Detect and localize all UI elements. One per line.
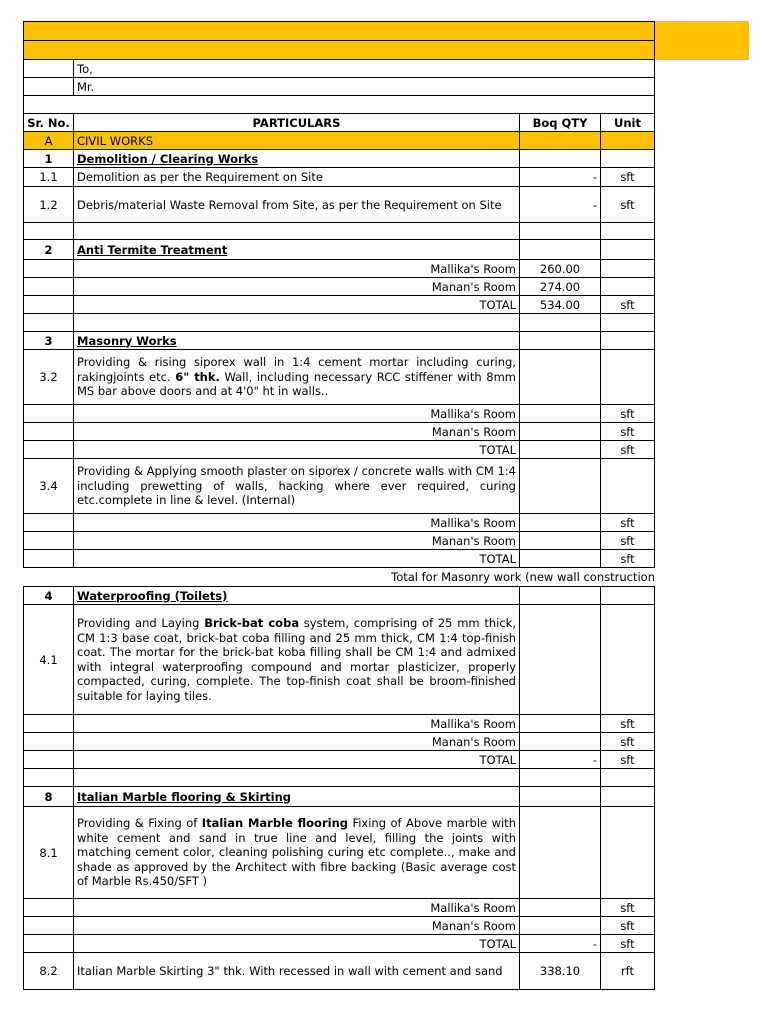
total-row bbox=[23, 441, 655, 459]
total-unit: sft bbox=[600, 550, 655, 567]
group-row-1 bbox=[23, 150, 655, 168]
room-label: Manan's Room bbox=[73, 278, 519, 295]
section-code: A bbox=[23, 132, 73, 149]
group-no: 4 bbox=[23, 587, 73, 604]
col-unit: Unit bbox=[600, 114, 655, 131]
blank-row bbox=[23, 314, 655, 332]
room-unit: sft bbox=[600, 899, 655, 916]
item-desc: Providing and Laying Brick-bat coba system, comprising of 25 mm thick, CM 1:3 base coat, brick-bat coba filling and 25 mm thick, CM 1:4 top-finish coat. The mortar for the brick-bat koba filling shall be CM 1:4 and admixed with integral waterproofing compound and mortar plasticizer, properly compacted, curing, complete. The top-finish coat shall be broom-finished suitable for laying tiles. bbox=[73, 605, 519, 714]
room-row bbox=[23, 733, 655, 751]
item-desc: Italian Marble Skirting 3" thk. With recessed in wall with cement and sand bbox=[73, 953, 519, 989]
room-row bbox=[23, 532, 655, 550]
item-desc: Providing & Applying smooth plaster on siporex / concrete walls with CM 1:4 including prewetting of walls, hacking where ever required, curing etc.complete in line & level. (Internal) bbox=[73, 459, 519, 513]
header-banner-extension bbox=[654, 21, 749, 60]
total-label: TOTAL bbox=[73, 296, 519, 313]
item-no: 8.2 bbox=[23, 953, 73, 989]
total-row bbox=[23, 296, 655, 314]
room-label: Mallika's Room bbox=[73, 899, 519, 916]
item-row-1-2 bbox=[23, 187, 655, 223]
group-title: Anti Termite Treatment bbox=[73, 240, 519, 259]
room-row bbox=[23, 278, 655, 296]
room-label: Mallika's Room bbox=[73, 514, 519, 531]
room-row bbox=[23, 899, 655, 917]
room-unit bbox=[600, 278, 655, 295]
room-label: Mallika's Room bbox=[73, 260, 519, 277]
group-title: Italian Marble flooring & Skirting bbox=[73, 787, 519, 806]
total-label: TOTAL bbox=[73, 550, 519, 567]
blank-row bbox=[23, 96, 655, 114]
item-no: 8.1 bbox=[23, 807, 73, 898]
room-unit: sft bbox=[600, 423, 655, 440]
total-unit: sft bbox=[600, 441, 655, 458]
masonry-total-row bbox=[23, 568, 655, 587]
group-no: 3 bbox=[23, 332, 73, 349]
room-row bbox=[23, 514, 655, 532]
total-unit: sft bbox=[600, 751, 655, 768]
item-unit: sft bbox=[600, 168, 655, 186]
group-title: Masonry Works bbox=[73, 332, 519, 349]
group-no: 1 bbox=[23, 150, 73, 167]
group-row-4 bbox=[23, 587, 655, 605]
room-row bbox=[23, 405, 655, 423]
group-title: Demolition / Clearing Works bbox=[73, 150, 519, 167]
header-banner-bottom bbox=[23, 41, 655, 60]
group-no: 8 bbox=[23, 787, 73, 806]
item-unit: rft bbox=[600, 953, 655, 989]
room-label: Manan's Room bbox=[73, 917, 519, 934]
total-row bbox=[23, 751, 655, 769]
total-qty: 534.00 bbox=[519, 296, 600, 313]
room-row bbox=[23, 715, 655, 733]
item-row-4-1 bbox=[23, 605, 655, 715]
item-row-8-2 bbox=[23, 953, 655, 990]
blank-row bbox=[23, 223, 655, 240]
room-label: Mallika's Room bbox=[73, 405, 519, 422]
room-unit: sft bbox=[600, 733, 655, 750]
item-no: 3.4 bbox=[23, 459, 73, 513]
room-label: Manan's Room bbox=[73, 423, 519, 440]
group-row-3 bbox=[23, 332, 655, 350]
room-unit: sft bbox=[600, 514, 655, 531]
room-row bbox=[23, 423, 655, 441]
mr-label: Mr. bbox=[73, 78, 655, 95]
group-row-2 bbox=[23, 240, 655, 260]
item-unit: sft bbox=[600, 187, 655, 222]
room-unit: sft bbox=[600, 405, 655, 422]
col-particulars: PARTICULARS bbox=[73, 114, 519, 131]
item-desc: Demolition as per the Requirement on Site bbox=[73, 168, 519, 186]
item-row-1-1 bbox=[23, 168, 655, 187]
item-no: 1.1 bbox=[23, 168, 73, 186]
room-label: Mallika's Room bbox=[73, 715, 519, 732]
total-label: TOTAL bbox=[73, 441, 519, 458]
to-row bbox=[23, 60, 655, 78]
to-label: To, bbox=[73, 60, 655, 77]
section-title: CIVIL WORKS bbox=[73, 132, 519, 149]
section-row bbox=[23, 132, 655, 150]
total-unit: sft bbox=[600, 296, 655, 313]
total-row bbox=[23, 550, 655, 568]
group-title: Waterproofing (Toilets) bbox=[73, 587, 519, 604]
item-no: 1.2 bbox=[23, 187, 73, 222]
room-qty: 274.00 bbox=[519, 278, 600, 295]
group-row-8 bbox=[23, 787, 655, 807]
header-banner-top bbox=[23, 21, 655, 41]
blank-row bbox=[23, 769, 655, 787]
item-desc: Providing & Fixing of Italian Marble flooring Fixing of Above marble with white cement and sand in true line and level, filling the joints with matching cement color, cleaning polishing curing etc complete.., make and shade as approved by the Architect with fibre backing (Basic average cost of Marble Rs.450/SFT ) bbox=[73, 807, 519, 898]
item-row-8-1 bbox=[23, 807, 655, 899]
total-qty: - bbox=[519, 935, 600, 952]
total-unit: sft bbox=[600, 935, 655, 952]
room-unit bbox=[600, 260, 655, 277]
room-row bbox=[23, 917, 655, 935]
col-sr: Sr. No. bbox=[23, 114, 73, 131]
room-unit: sft bbox=[600, 715, 655, 732]
item-no: 4.1 bbox=[23, 605, 73, 714]
room-label: Manan's Room bbox=[73, 532, 519, 549]
group-no: 2 bbox=[23, 240, 73, 259]
item-no: 3.2 bbox=[23, 350, 73, 404]
total-row bbox=[23, 935, 655, 953]
item-desc: Debris/material Waste Removal from Site, as per the Requirement on Site bbox=[73, 187, 519, 222]
item-desc: Providing & rising siporex wall in 1:4 cement mortar including curing, rakingjoints etc. 6" thk. Wall, including necessary RCC stiffener with 8mm MS bar above doors and at 4'0" ht in walls.. bbox=[73, 350, 519, 404]
room-unit: sft bbox=[600, 917, 655, 934]
room-row bbox=[23, 260, 655, 278]
total-label: TOTAL bbox=[73, 935, 519, 952]
item-qty: 338.10 bbox=[519, 953, 600, 989]
boq-sheet bbox=[23, 21, 655, 990]
room-unit: sft bbox=[600, 532, 655, 549]
item-row-3-4 bbox=[23, 459, 655, 514]
room-qty: 260.00 bbox=[519, 260, 600, 277]
item-qty: - bbox=[519, 168, 600, 186]
room-label: Manan's Room bbox=[73, 733, 519, 750]
total-label: TOTAL bbox=[73, 751, 519, 768]
item-qty: - bbox=[519, 187, 600, 222]
masonry-total-text: Total for Masonry work (new wall construction bbox=[391, 570, 655, 584]
item-row-3-2 bbox=[23, 350, 655, 405]
mr-row bbox=[23, 78, 655, 96]
col-qty: Boq QTY bbox=[519, 114, 600, 131]
column-header bbox=[23, 114, 655, 132]
total-qty: - bbox=[519, 751, 600, 768]
